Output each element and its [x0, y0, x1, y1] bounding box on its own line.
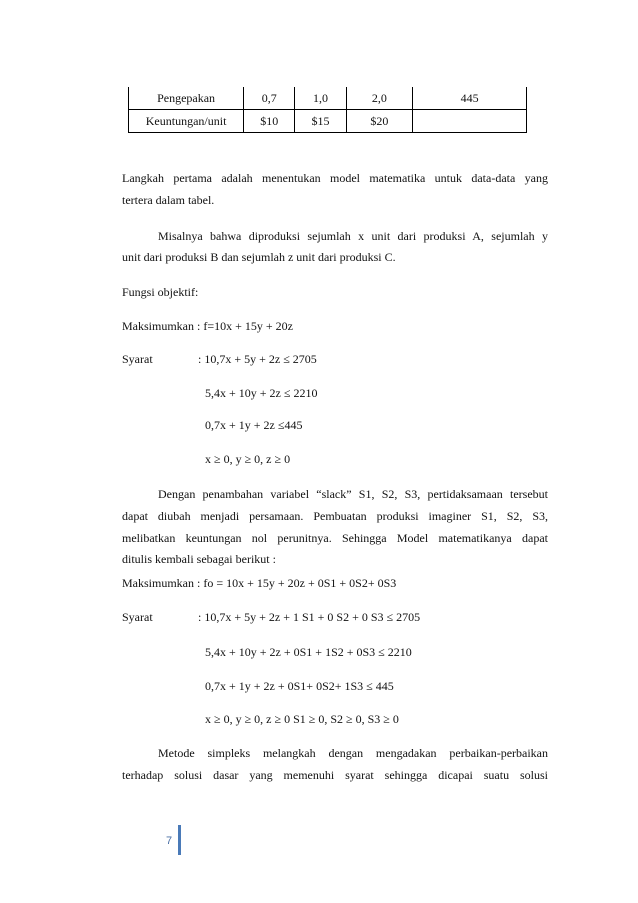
- table-row: [129, 110, 527, 133]
- table-cell: 1,0: [295, 87, 346, 110]
- paragraph-line: dapat diubah menjadi persamaan. Pembuatan produksi imaginer S1, S2, S3,: [122, 509, 548, 523]
- constraint-line: x ≥ 0, y ≥ 0, z ≥ 0: [205, 452, 291, 466]
- table-cell: $15: [295, 110, 346, 133]
- table-cell: Pengepakan: [129, 87, 244, 110]
- paragraph-line: Dengan penambahan variabel “slack” S1, S2, S3, pertidaksamaan tersebut: [158, 487, 548, 501]
- objective-function: Maksimumkan : f=10x + 15y + 20z: [122, 319, 293, 333]
- constraint-line: : 10,7x + 5y + 2z + 1 S1 + 0 S2 + 0 S3 ≤ 2705: [198, 610, 421, 624]
- table-cell: 2,0: [346, 87, 413, 110]
- data-table: [128, 87, 527, 133]
- paragraph-line: melibatkan keuntungan nol perunitnya. Sehingga Model matematikanya dapat: [122, 531, 548, 545]
- table-cell: $10: [244, 110, 295, 133]
- paragraph-line: tertera dalam tabel.: [122, 193, 215, 207]
- page-accent-bar: [178, 825, 181, 855]
- constraint-line: 0,7x + 1y + 2z + 0S1+ 0S2+ 1S3 ≤ 445: [205, 679, 394, 693]
- table-cell: [413, 110, 527, 133]
- syarat-label: Syarat: [122, 352, 153, 366]
- paragraph-line: unit dari produksi B dan sejumlah z unit dari produksi C.: [122, 250, 396, 264]
- table-cell: $20: [346, 110, 413, 133]
- table-row: [129, 87, 527, 110]
- paragraph-line: terhadap solusi dasar yang memenuhi syarat sehingga dicapai suatu solusi: [122, 768, 548, 782]
- constraint-line: : 10,7x + 5y + 2z ≤ 2705: [198, 352, 317, 366]
- objective-function: Maksimumkan : fo = 10x + 15y + 20z + 0S1 + 0S2+ 0S3: [122, 576, 397, 590]
- paragraph-line: ditulis kembali sebagai berikut :: [122, 552, 276, 566]
- table-cell: Keuntungan/unit: [129, 110, 244, 133]
- section-heading: Fungsi objektif:: [122, 285, 199, 299]
- paragraph-line: Misalnya bahwa diproduksi sejumlah x unit dari produksi A, sejumlah y: [158, 229, 548, 243]
- constraint-line: 0,7x + 1y + 2z ≤445: [205, 418, 303, 432]
- paragraph-line: Langkah pertama adalah menentukan model matematika untuk data-data yang: [122, 171, 548, 185]
- table-cell: 445: [413, 87, 527, 110]
- page-number: 7: [166, 835, 173, 847]
- constraint-line: x ≥ 0, y ≥ 0, z ≥ 0 S1 ≥ 0, S2 ≥ 0, S3 ≥ 0: [205, 712, 399, 726]
- constraint-line: 5,4x + 10y + 2z ≤ 2210: [205, 386, 318, 400]
- table-cell: 0,7: [244, 87, 295, 110]
- syarat-label: Syarat: [122, 610, 153, 624]
- paragraph-line: Metode simpleks melangkah dengan mengadakan perbaikan-perbaikan: [158, 746, 548, 760]
- constraint-line: 5,4x + 10y + 2z + 0S1 + 1S2 + 0S3 ≤ 2210: [205, 645, 412, 659]
